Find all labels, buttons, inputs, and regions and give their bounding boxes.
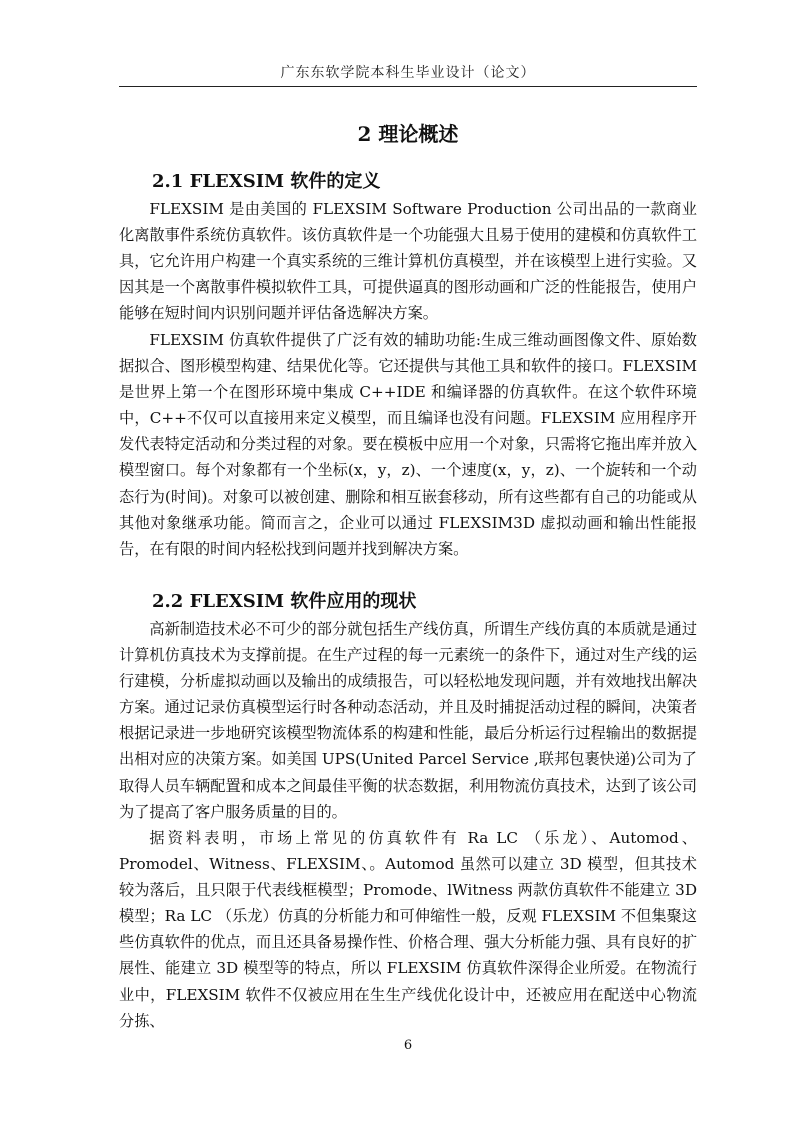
chapter-title: 2 理论概述 <box>357 122 459 146</box>
page-number: 6 <box>403 1038 413 1053</box>
paragraph: 高新制造技术必不可少的部分就包括生产线仿真，所谓生产线仿真的本质就是通过计算机仿真技术为支撑前提。在生产过程的每一元素统一的条件下，通过对生产线的运行建模，分析虚拟动画以及输出的成绩报告，可以轻松地发现问题，并有效地找出解决方案。通过记录仿真模型运行时各种动态活动，并且及时捕捉活动过程的瞬间，决策者根据记录进一步地研究该模型物流体系的构建和性能，最后分析运行过程输出的数据提出相对应的决策方案。如美国 UPS(United Parcel Service ,联邦包裹快递)公司为了取得人员车辆配置和成本之间最佳平衡的状态数据，利用物流仿真技术，达到了该公司为了提高了客户服务质量的目的。 <box>119 620 697 821</box>
paragraph: FLEXSIM 是由美国的 FLEXSIM Software Production 公司出品的一款商业化离散事件系统仿真软件。该仿真软件是一个功能强大且易于使用的建模和仿真软件工具，它允许用户构建一个真实系统的三维计算机仿真模型，并在该模型上进行实验。又因其是一个离散事件模拟软件工具，可提供逼真的图形动画和广泛的性能报告，使用户能够在短时间内识别问题并评估备选解决方案。 <box>119 200 697 323</box>
header-divider <box>119 86 697 87</box>
paragraph: 据资料表明，市场上常见的仿真软件有 Ra LC （乐龙）、Automod、Promodel、Witness、FLEXSIM、。Automod 虽然可以建立 3D 模型，但其技术较为落后，且只限于代表线框模型；Promode、lWitness 两款仿真软件不能建立 3D 模型；Ra LC （乐龙）仿真的分析能力和可伸缩性一般，反观 FLEXSIM 不但集聚这些仿真软件的优点，而且还具备易操作性、价格合理、强大分析能力强、具有良好的扩展性、能建立 3D 模型等的特点，所以 FLEXSIM 仿真软件深得企业所爱。在物流行业中，FLEXSIM 软件不仅被应用在生生产线优化设计中，还被应用在配送中心物流分拣、 <box>119 829 697 1030</box>
running-header: 广东东软学院本科生毕业设计（论文） <box>280 65 536 81</box>
section-title-2-2: 2.2 FLEXSIM 软件应用的现状 <box>152 591 417 612</box>
paragraph: FLEXSIM 仿真软件提供了广泛有效的辅助功能:生成三维动画图像文件、原始数据拟合、图形模型构建、结果优化等。它还提供与其他工具和软件的接口。FLEXSIM 是世界上第一个在图形环境中集成 C++IDE 和编译器的仿真软件。在这个软件环境中，C++不仅可以直接用来定义模型，而且编译也没有问题。FLEXSIM 应用程序开发代表特定活动和分类过程的对象。要在模板中应用一个对象，只需将它拖出库并放入模型窗口。每个对象都有一个坐标(x，y，z)、一个速度(x，y，z)、一个旋转和一个动态行为(时间)。对象可以被创建、删除和相互嵌套移动，所有这些都有自己的功能或从其他对象继承功能。简而言之，企业可以通过 FLEXSIM3D 虚拟动画和输出性能报告，在有限的时间内轻松找到问题并找到解决方案。 <box>119 331 697 558</box>
section-title-2-1: 2.1 FLEXSIM 软件的定义 <box>152 171 381 192</box>
